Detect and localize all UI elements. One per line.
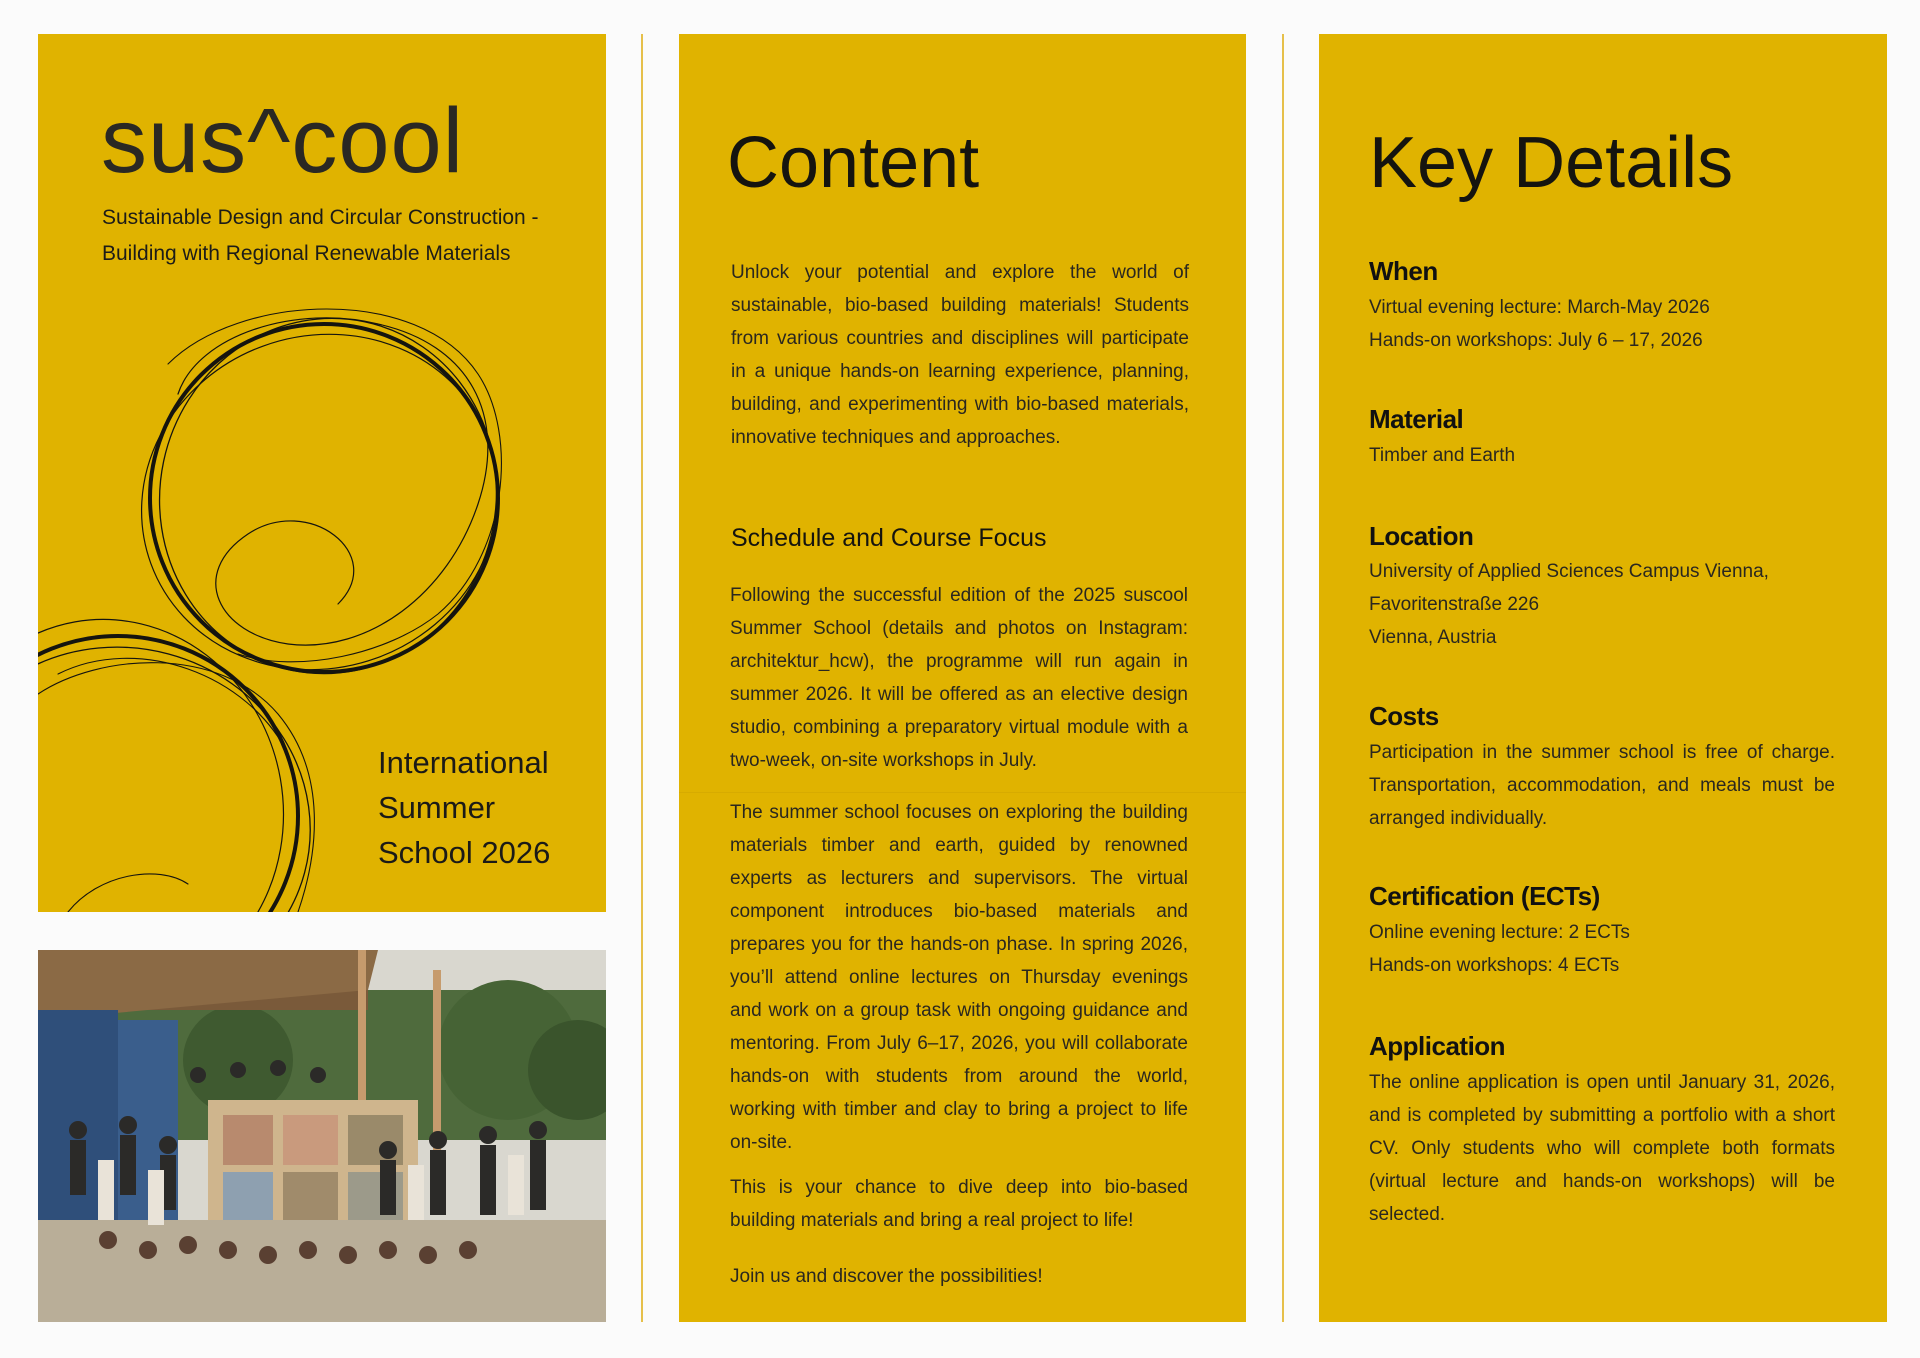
content-paragraph-2: The summer school focuses on exploring the building materials timber and earth, guided by renowned experts as lecturers and supervisors. The virtual component introduces bio-based materials and prepares you for the hands-on phase. In spring 2026, you’ll attend online lectures on Thursday evenings and work on a group task with ongoing guidance and mentoring. From July 6–17, 2026, you will collaborate hands-on with students from around the world, working with timber and clay to bring a project to life on-site. bbox=[730, 802, 1188, 1153]
when-line-1: Virtual evening lecture: March-May 2026 bbox=[1369, 297, 1710, 318]
application-heading: Application bbox=[1369, 1031, 1506, 1061]
when-line-2: Hands-on workshops: July 6 – 17, 2026 bbox=[1369, 330, 1703, 351]
costs-text: Participation in the summer school is free of charge. Transportation, accommodation, and meals must be arranged individually. bbox=[1369, 742, 1835, 829]
cover-subtitle-line2: Building with Regional Renewable Materials bbox=[102, 242, 511, 265]
key-details-title: Key Details bbox=[1369, 123, 1734, 203]
costs-heading: Costs bbox=[1369, 701, 1439, 731]
material-heading: Material bbox=[1369, 404, 1464, 434]
event-name bbox=[378, 740, 550, 875]
event-name-line1: International bbox=[378, 745, 549, 780]
group-photo bbox=[38, 950, 606, 1322]
material-line-1: Timber and Earth bbox=[1369, 445, 1516, 466]
location-line-1: University of Applied Sciences Campus Vienna, bbox=[1369, 561, 1769, 582]
event-name-line2: Summer bbox=[378, 790, 496, 825]
event-name-line3: School 2026 bbox=[378, 835, 551, 870]
location-line-2: Favoritenstraße 226 bbox=[1369, 594, 1540, 615]
column-divider-left bbox=[641, 34, 643, 1322]
certification-line-2: Hands-on workshops: 4 ECTs bbox=[1369, 955, 1620, 976]
content-paragraph-4: Join us and discover the possibilities! bbox=[730, 1266, 1043, 1287]
content-paragraph-3: This is your chance to dive deep into bio-based building materials and bring a real project to life! bbox=[730, 1177, 1188, 1231]
cover-panel bbox=[38, 34, 606, 912]
content-intro-paragraph: Unlock your potential and explore the world of sustainable, bio-based building materials! Students from various countries and disciplines will participate in a unique hands-on learning experience, planning, building, and experimenting with bio-based materials, innovative techniques and approaches. bbox=[731, 262, 1189, 448]
column-divider-right bbox=[1282, 34, 1284, 1322]
certification-line-1: Online evening lecture: 2 ECTs bbox=[1369, 922, 1630, 943]
content-panel bbox=[679, 34, 1246, 1322]
location-details bbox=[1369, 555, 1835, 654]
location-heading: Location bbox=[1369, 521, 1474, 551]
content-paragraph-1: Following the successful edition of the 2025 suscool Summer School (details and photos on Instagram: architektur_hcw), the programme will run again in summer 2026. It will be offered as an elective design studio, combining a preparatory virtual module with a two-week, on-site workshops in July. bbox=[730, 585, 1188, 771]
location-line-3: Vienna, Austria bbox=[1369, 627, 1497, 648]
certification-heading: Certification (ECTs) bbox=[1369, 881, 1600, 911]
cover-subtitle-line1: Sustainable Design and Circular Construction - bbox=[102, 206, 539, 229]
content-title: Content bbox=[727, 123, 980, 203]
material-details bbox=[1369, 439, 1835, 472]
group-photo-illustration bbox=[38, 950, 606, 1322]
application-text: The online application is open until January 31, 2026, and is completed by submitting a portfolio with a short CV. Only students who will complete both formats (virtual lecture and hands-on workshops) will be selected. bbox=[1369, 1072, 1835, 1225]
content-separator bbox=[679, 792, 1246, 793]
when-details bbox=[1369, 291, 1835, 357]
certification-details bbox=[1369, 916, 1835, 982]
schedule-heading: Schedule and Course Focus bbox=[731, 524, 1047, 552]
key-details-panel bbox=[1319, 34, 1887, 1322]
when-heading: When bbox=[1369, 256, 1438, 286]
brand-logo-text: sus^cool bbox=[101, 90, 465, 192]
cover-subtitle bbox=[102, 200, 572, 272]
